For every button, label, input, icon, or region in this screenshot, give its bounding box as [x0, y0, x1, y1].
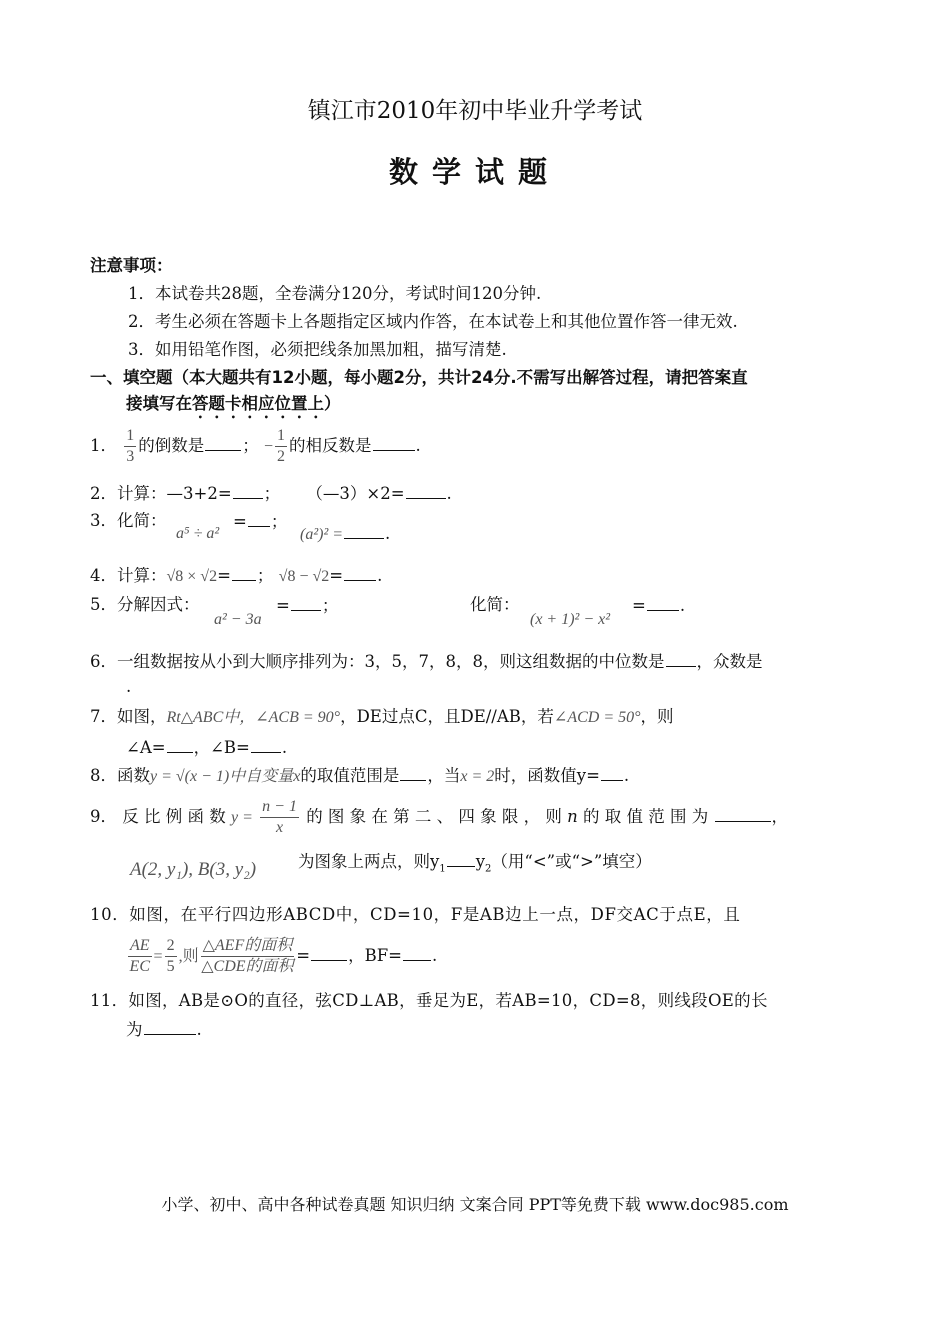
- q9-text-c: 的 取 值 范 围 为: [583, 807, 709, 826]
- q7-blank-1[interactable]: [167, 736, 193, 753]
- q6-mid: ，众数是: [696, 652, 763, 671]
- q5-math-2: (x + 1)² − x²: [530, 611, 611, 628]
- q5-expr-1: [214, 608, 262, 631]
- q7-text-c: ，则: [640, 707, 674, 726]
- q1-blank-2[interactable]: [373, 434, 415, 451]
- question-11: 11．如图，AB是⊙O的直径，弦CD⊥AB，垂足为E，若AB=10，CD=8，则线段OE的长: [90, 991, 768, 1010]
- q6-blank-1[interactable]: [666, 650, 696, 667]
- q9-eq: y =: [230, 809, 253, 826]
- q9-sub-1: 1: [439, 863, 446, 875]
- question-4: [90, 564, 382, 588]
- q11-line-2: [126, 1018, 202, 1041]
- notice-heading: 注意事项：: [90, 256, 173, 275]
- q8-text-c: ，当: [427, 766, 461, 785]
- q1-text-b: 的相反数是: [289, 436, 372, 455]
- question-1: [90, 424, 421, 469]
- q9-end: ，: [771, 807, 789, 826]
- q5-end: .: [679, 596, 686, 615]
- q8-blank-2[interactable]: [601, 764, 623, 781]
- q2-blank-2[interactable]: [406, 482, 446, 499]
- q8-text-d: 时，函数值y=: [494, 766, 600, 785]
- q5-expr-2: [530, 608, 610, 631]
- q4-math-1: √8 × √2: [166, 568, 218, 585]
- q10-blank-2[interactable]: [403, 944, 431, 961]
- q7-angle-b: ，∠B=: [193, 738, 250, 757]
- q4-text: 4．计算：: [90, 566, 167, 585]
- q9-n: n: [567, 807, 578, 826]
- q10-fraction-1: $\frac{AE}{EC}$: [129, 937, 150, 975]
- q1-text-a: 的倒数是: [138, 436, 205, 455]
- q9-blank-2[interactable]: [447, 850, 475, 867]
- q2-text-b: （—3）×2=: [306, 484, 405, 503]
- q1-sep: ；: [242, 436, 259, 455]
- q9-sub-2: 2: [485, 863, 492, 875]
- q5-answer-1: [276, 594, 338, 617]
- q8-end: .: [623, 766, 630, 785]
- q11-text-b: 为: [126, 1020, 143, 1039]
- question-7: [90, 706, 674, 729]
- q5-eq-2: =: [632, 596, 646, 615]
- q10-eq-2: =: [296, 946, 311, 965]
- q10-then: ,则: [178, 948, 199, 965]
- q3-blank-2[interactable]: [344, 522, 384, 539]
- q10-fraction-2: $\frac{2}{5}$: [166, 937, 175, 975]
- section1-heading: 一、填空题（本大题共有12小题，每小题2分，共计24分.不需写出解答过程，请把答案直: [90, 368, 748, 387]
- q3-end: .: [385, 524, 391, 543]
- q9-text-f: （用“<”或“>”填空）: [491, 852, 652, 871]
- q10-fraction-3: $\frac{\text{△AEF的面积}}{\text{△CDE的面积}}$: [201, 937, 294, 975]
- notice-item-3: 3．如用铅笔作图，必须把线条加黑加粗，描写清楚.: [128, 340, 507, 359]
- q7-end: .: [281, 738, 288, 757]
- q8-text-b: 的取值范围是: [300, 766, 400, 785]
- q5-blank-1[interactable]: [291, 594, 321, 611]
- q4-math-2: √8 − √2: [278, 568, 330, 585]
- q8-text-a: 8．函数: [90, 766, 150, 785]
- q5-answer-2: [632, 594, 685, 617]
- q9-points: A(2, y₁), B(3, y₂): [130, 859, 257, 880]
- q3-eq-1: =: [233, 512, 247, 531]
- q3-text: 3．化简：: [90, 511, 167, 530]
- q3-answers: [233, 510, 287, 533]
- question-3: [90, 510, 167, 532]
- q6-text: 6．一组数据按从小到大顺序排列为：3，5，7，8，8，则这组数据的中位数是: [90, 652, 665, 671]
- q5-text-b: 化简：: [470, 595, 520, 614]
- q9-line-2: [298, 850, 652, 880]
- q1-end: .: [415, 436, 421, 455]
- q4-blank-1[interactable]: [232, 564, 256, 581]
- q7-math-2: ∠ACD = 50°: [553, 709, 641, 726]
- q1-fraction-1: $\frac{1}{3}$: [126, 427, 135, 465]
- q11-blank[interactable]: [144, 1018, 196, 1035]
- q4-eq-1: =: [217, 566, 231, 585]
- q1-number: 1．: [90, 436, 117, 455]
- q9-text-e: y: [475, 852, 486, 871]
- q5-text: 5．分解因式：: [90, 595, 200, 614]
- q4-blank-2[interactable]: [344, 564, 376, 581]
- q9-text-a: 9． 反 比 例 函 数: [90, 807, 226, 826]
- q3-math-1: a⁵ ÷ a²: [176, 525, 220, 542]
- q1-blank-1[interactable]: [205, 434, 241, 451]
- question-6: [90, 650, 763, 673]
- q4-end: .: [377, 566, 383, 585]
- q6-end: .: [126, 677, 132, 696]
- question-5: [90, 594, 200, 616]
- q5-math-1: a² − 3a: [214, 611, 262, 628]
- q3-sep: ；: [270, 512, 288, 531]
- q7-blank-2[interactable]: [251, 736, 281, 753]
- q10-eq: =: [153, 948, 163, 965]
- section1-heading-line2: [126, 393, 341, 422]
- q4-sep: ；: [256, 566, 274, 585]
- question-9: [90, 792, 788, 843]
- q7-text-a: 7．如图，: [90, 707, 167, 726]
- q9-text-b: 的 图 象 在 第 二 、 四 象 限 ， 则: [306, 807, 562, 826]
- q2-text-a: 2．计算：—3+2=: [90, 484, 232, 503]
- q9-expr-2: [130, 858, 256, 881]
- q9-blank-1[interactable]: [715, 805, 771, 822]
- question-2: [90, 482, 452, 505]
- section1-heading-dotted: 答题卡相应位置上: [192, 394, 324, 413]
- q1-fraction-2: $\frac{1}{2}$: [277, 427, 286, 465]
- notice-item-2: 2．考生必须在答题卡上各题指定区域内作答，在本试卷上和其他位置作答一律无效.: [128, 312, 738, 331]
- q10-blank-1[interactable]: [311, 944, 347, 961]
- section1-heading-end: ）: [324, 394, 341, 413]
- q8-blank-1[interactable]: [400, 764, 426, 781]
- q5-sep: ；: [321, 596, 339, 615]
- q7-line-2: [126, 736, 287, 759]
- q4-eq-2: =: [329, 566, 344, 585]
- q9-fraction: $\frac{n - 1}{x}$: [262, 798, 297, 836]
- exam-title: 镇江市2010年初中毕业升学考试: [307, 98, 643, 124]
- q7-text-b: ，DE过点C，且DE//AB，若: [340, 707, 554, 726]
- q11-end: .: [196, 1020, 202, 1039]
- q5-blank-2[interactable]: [647, 594, 679, 611]
- exam-subtitle: 数学试题: [388, 155, 561, 189]
- q10-end: .: [431, 946, 438, 965]
- q3-math-2: (a²)² =: [300, 526, 344, 543]
- q2-end: .: [446, 484, 452, 503]
- q10-mid: ，BF=: [348, 946, 402, 965]
- q9-text-d: 为图象上两点，则y: [298, 852, 440, 871]
- question-10: 10．如图，在平行四边形ABCD中，CD=10，F是AB边上一点，DF交AC于点E，且: [90, 905, 741, 924]
- q2-blank-1[interactable]: [233, 482, 263, 499]
- footer-text: 小学、初中、高中各种试卷真题 知识归纳 文案合同 PPT等免费下载 www.doc985.com: [161, 1195, 789, 1214]
- q3-expr-1: [176, 522, 219, 545]
- q5-eq-1: =: [276, 596, 290, 615]
- q7-math-1: Rt△ABC中，∠ACB = 90°: [166, 709, 341, 726]
- q3-blank-1[interactable]: [248, 510, 270, 527]
- notice-item-1: 1．本试卷共28题，全卷满分120分，考试时间120分钟.: [128, 284, 542, 303]
- question-8: [90, 764, 629, 788]
- q8-math-2: x = 2: [460, 768, 495, 785]
- q10-line-2: [126, 932, 437, 981]
- q2-sep: ；: [263, 484, 281, 503]
- q8-math-1: y = √(x − 1)中自变量x: [150, 768, 301, 785]
- section1-heading-plain: 接填写在: [126, 394, 192, 413]
- q1-neg-sign: −: [264, 438, 274, 455]
- q3-expr-2: [300, 522, 390, 546]
- q7-angle-a: ∠A=: [126, 738, 166, 757]
